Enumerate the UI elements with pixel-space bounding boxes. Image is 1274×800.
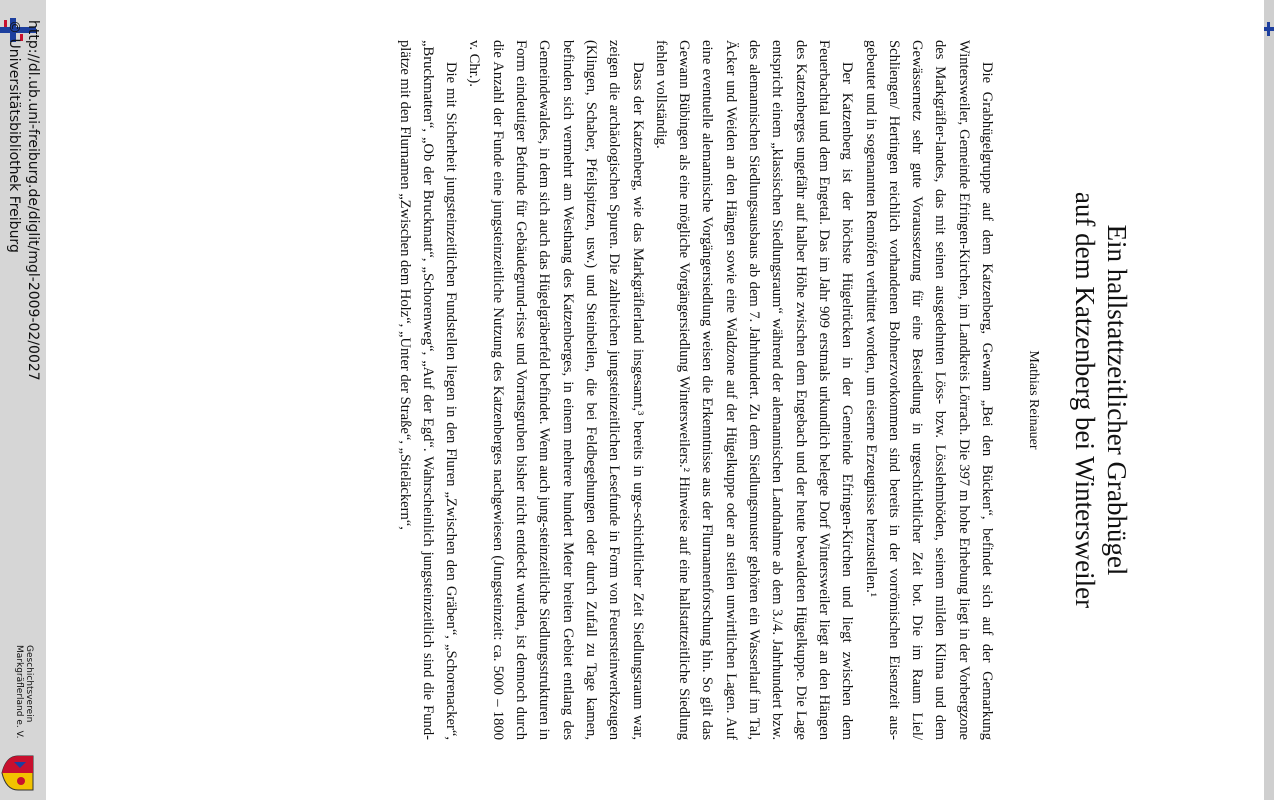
article-body (392, 40, 998, 740)
author-name: Mathias Reinauer (1026, 350, 1041, 450)
article-title-line-2: auf dem Katzenberg bei Wintersweiler (1070, 191, 1100, 609)
publisher-line-2: Markgräflerland e. V. (14, 645, 24, 739)
coat-of-arms-icon (0, 752, 36, 794)
source-url[interactable]: http://dl.ub.uni-freiburg.de/diglit/mgl-2009-02/0027 (25, 20, 41, 381)
paragraph: Die Grabhügelgruppe auf dem Katzenberg, Gewann „Bei den Bücken“, befindet sich auf der Gemarkung Wintersweiler, Gemeinde Efringen-Kirchen, im Landkreis Lörrach. Die 397 m hohe Erhebung liegt in der Vorbergzone des Markgräfler-landes, das mit seinen ausgedehnten Löss- bzw. Lösslehmböden, seinem milden Klima und dem Gewässernetz sehr gute Voraussetzung für eine Besiedlung in urgeschichtlicher Zeit bot. Die im Raum Liel/ Schliengen/ Hertingen reichlich vorhandenen Bohnerzvorkommen sind bereits in der vorrömischen Eisenzeit aus-gebeutet und in sogenannten Rennöfen verhüttet worden, um eiserne Erzeugnisse herzustellen.¹ (862, 40, 995, 740)
paragraph: Die mit Sicherheit jungsteinzeitlichen Fundstellen liegen in den Fluren „Zwischen den Gräben“, „Schorenacker“, „Bruckmatten“, „Ob der Bruckmatt“, „Schorenweg“, „Auf der Egd“. Wahrscheinlich jungsteinzeitlich sind die Fund-plätze mit den Flurnamen „Zwischen dem Holz“, „Unter der Straße“, „Stieläckern“, (396, 40, 460, 740)
article-title-line-1: Ein hallstattzeitlicher Grabhügel (1102, 224, 1132, 576)
publisher-line-1: Geschichtsverein (24, 645, 34, 723)
paragraph: Der Katzenberg ist der höchste Hügelrücken in der Gemeinde Efringen-Kirchen und liegt zwischen dem Feuerbachtal und dem Engetal. Das im Jahr 909 erstmals urkundlich belegte Dorf Wintersweiler liegt an den Hängen des Katzenberges ungefähr auf halber Höhe zwischen dem Engebach und der heute bewaldeten Hügelkuppe. Die Lage entspricht einem „klassischen Siedlungsraum“ während der alemannischen Landnahme ab dem 3./4. Jahrhundert bzw. des alemannischen Siedlungsausbaus ab dem 7. Jahrhundert. Zu dem Siedlungsmuster gehören ein Wasserlauf im Tal, Äcker und Weiden an den Hängen sowie eine Waldzone auf der Hügelkuppe oder an steilen unwirtlichen Lagen. Auf eine eventuelle alemannische Vorgängersiedlung weisen die Erkenntnisse aus der Flurnamenforschung hin. So gilt das Gewann Bübingen als eine mögliche Vorgängersiedlung Wintersweilers.² Hinweise auf eine hallstattzeitliche Siedlung fehlen vollständig. (652, 40, 856, 740)
copyright-notice: © Universitätsbibliothek Freiburg (6, 20, 22, 253)
paragraph: Dass der Katzenberg, wie das Markgräflerland insgesamt,³ bereits in urge-schichtlicher Zeit Siedlungsraum war, zeigen die archäologischen Spuren. Die zahlreichen jungsteinzeitlichen Lesefunde in Form von Feuersteinwerkzeugen (Klingen, Schaber, Pfeilspitzen, usw.) und Steinbeilen, die bei Feldbegehungen oder durch Zufall zu Tage kamen, befinden sich vermehrt am Westhang des Katzenberges, in einem mehrere hundert Meter breiten Gebiet entlang des Gemeindewaldes, in dem sich auch das Hügelgräberfeld befindet. Wenn auch jung-steinzeitliche Siedlungsstrukturen in Form eindeutiger Befunde für Gebäudegrund-risse und Vorratsgruben bisher nicht entdeckt wurden, ist dennoch durch die Anzahl der Funde eine jungsteinzeitliche Nutzung des Katzenberges nachgewiesen (Jungsteinzeit: ca. 5000 – 1800 v. Chr.). (466, 40, 646, 740)
